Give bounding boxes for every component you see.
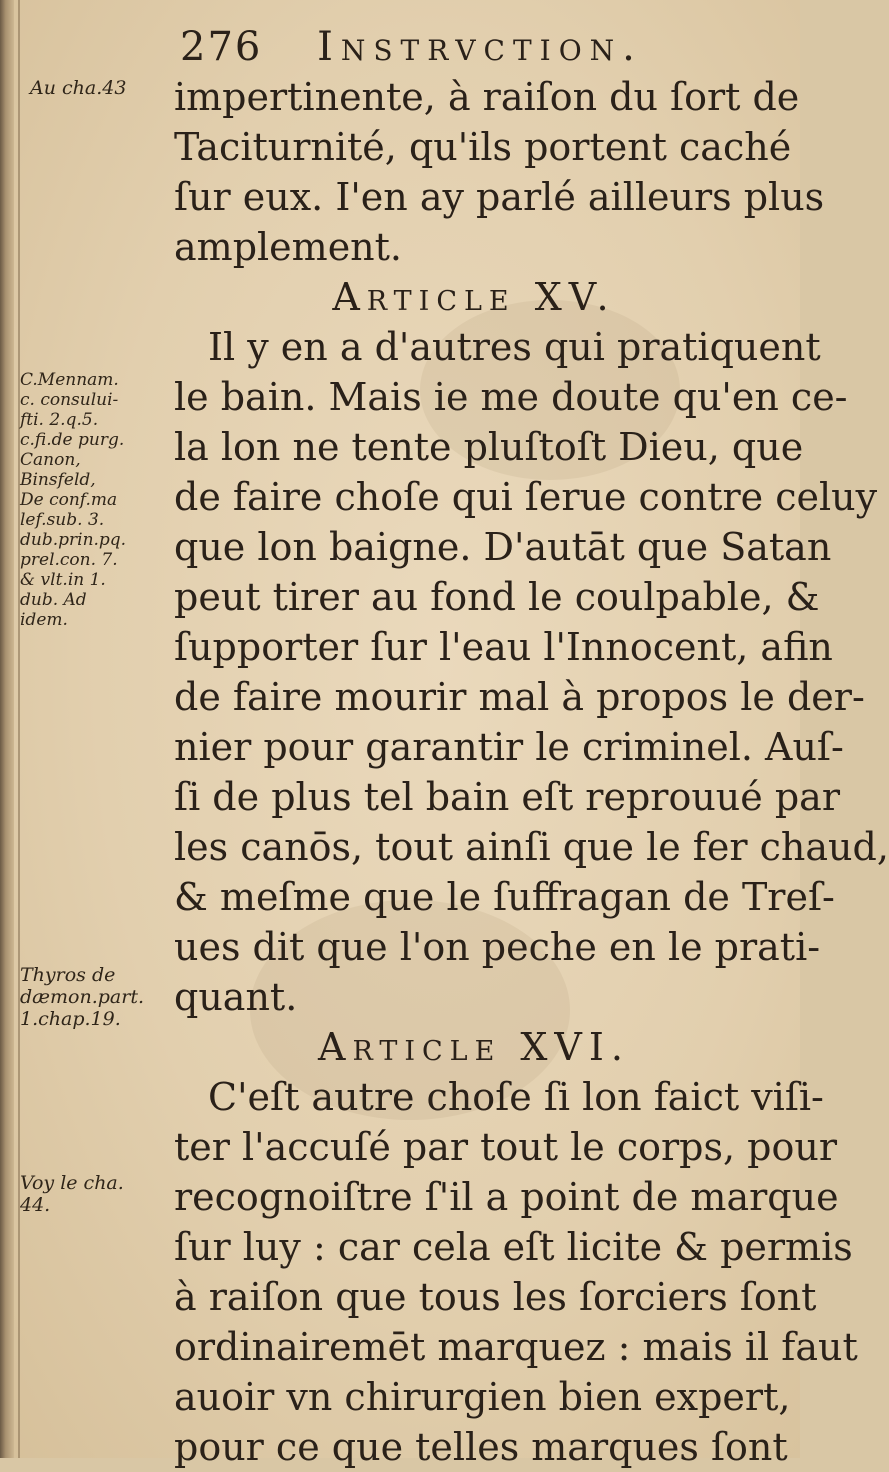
- article-heading: Article XVI.: [318, 1025, 630, 1069]
- margin-note-line: De conf.ma: [20, 490, 118, 510]
- text-line: ſur eux. I'en ay parlé ailleurs plus: [174, 175, 825, 219]
- page-number: 276: [180, 24, 263, 70]
- gutter-rule: [18, 0, 20, 1458]
- text-line: pour ce que telles marques ſont: [174, 1425, 788, 1469]
- text-line: ordinairemēt marquez : mais il faut: [174, 1325, 858, 1369]
- book-gutter: [0, 0, 14, 1458]
- margin-note-line: idem.: [20, 610, 68, 630]
- margin-note: [20, 1172, 170, 1216]
- text-line: impertinente, à raiſon du ſort de: [174, 75, 800, 119]
- body-text: [174, 72, 889, 1472]
- margin-note-line: Thyros de: [20, 964, 116, 986]
- margin-note-line: Canon,: [20, 450, 81, 470]
- margin-note-line: lef.sub. 3.: [20, 510, 105, 530]
- margin-note-line: dub.prin.pq.: [20, 530, 127, 550]
- margin-note: [30, 78, 180, 98]
- text-line: nier pour garantir le criminel. Auſ-: [174, 725, 844, 769]
- text-line: recognoiſtre ſ'il a point de marque: [174, 1175, 839, 1219]
- text-line: ſur luy : car cela eſt licite & permis: [174, 1225, 853, 1269]
- margin-note-line: Voy le cha.: [20, 1172, 124, 1194]
- text-line: auoir vn chirurgien bien expert,: [174, 1375, 791, 1419]
- text-line: la lon ne tente pluſtoſt Dieu, que: [174, 425, 804, 469]
- text-line: de faire mourir mal à propos le der-: [174, 675, 865, 719]
- text-line: de faire choſe qui ſerue contre celuy: [174, 475, 878, 519]
- text-line: le bain. Mais ie me doute qu'en ce-: [174, 375, 848, 419]
- text-line: ues dit que l'on peche en le prati-: [174, 925, 821, 969]
- margin-note-line: Binsfeld,: [20, 470, 96, 490]
- margin-note-line: C.Mennam.: [20, 370, 119, 390]
- text-line: que lon baigne. D'autāt que Satan: [174, 525, 832, 569]
- text-line: Il y en a d'autres qui pratiquent: [208, 325, 821, 369]
- margin-note-line: fti. 2.q.5.: [20, 410, 99, 430]
- text-line: ſi de plus tel bain eſt reprouué par: [174, 775, 840, 819]
- margin-note: [20, 964, 170, 1030]
- article-heading: Article XV.: [332, 275, 616, 319]
- margin-note-line: dub. Ad: [20, 590, 87, 610]
- margin-note-line: & vlt.in 1.: [20, 570, 106, 590]
- margin-note: [20, 370, 170, 630]
- margin-note-line: 1.chap.19.: [20, 1008, 121, 1030]
- margin-note-line: prel.con. 7.: [20, 550, 118, 570]
- text-line: C'eſt autre choſe ſi lon faict viſi-: [208, 1075, 824, 1119]
- running-head: [180, 22, 780, 72]
- text-line: ſupporter ſur l'eau l'Innocent, afin: [174, 625, 833, 669]
- text-line: amplement.: [174, 225, 402, 269]
- text-line: peut tirer au fond le coulpable, &: [174, 575, 820, 619]
- text-line: Taciturnité, qu'ils portent caché: [174, 125, 792, 169]
- margin-note-line: 44.: [20, 1194, 51, 1216]
- margin-note-line: c.fi.de purg.: [20, 430, 125, 450]
- margin-note-line: Au cha.43: [30, 77, 127, 99]
- margin-note-line: c. consului-: [20, 390, 119, 410]
- text-line: quant.: [174, 975, 298, 1019]
- text-line: & meſme que le ſuffragan de Treſ-: [174, 875, 835, 919]
- text-line: à raiſon que tous les ſorciers ſont: [174, 1275, 817, 1319]
- margin-note-line: dæmon.part.: [20, 986, 145, 1008]
- text-line: ter l'accuſé par tout le corps, pour: [174, 1125, 837, 1169]
- text-line: les canōs, tout ainſi que le fer chaud,: [174, 825, 889, 869]
- running-title: Instrvction.: [317, 24, 643, 70]
